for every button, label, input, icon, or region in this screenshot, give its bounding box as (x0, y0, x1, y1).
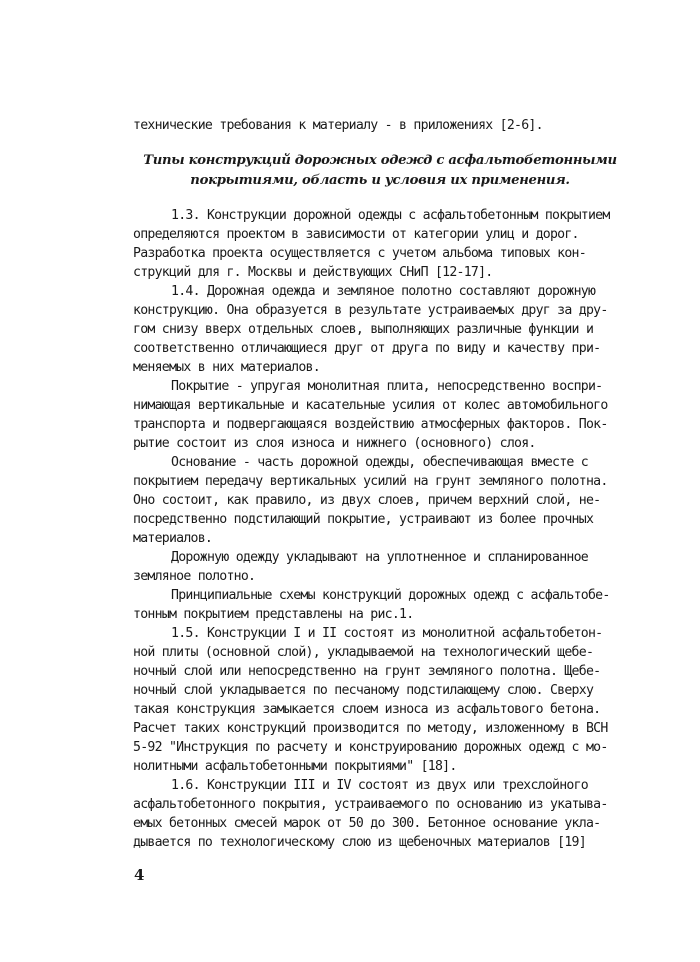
paragraph-line: Принципиальные схемы конструкций дорожных одежд с асфальтобе- (171, 588, 610, 603)
page-number: 4 (134, 866, 145, 884)
paragraph-line: Покрытие - упругая монолитная плита, непосредственно воспри- (171, 379, 603, 394)
paragraph-line: нимающая вертикальные и касательные усилия от колес автомобильного (133, 398, 608, 413)
paragraph-line: Оно состоит, как правило, из двух слоев, причем верхний слой, не- (133, 493, 601, 508)
paragraph-line: ночный слой укладывается по песчаному подстилающему слою. Сверху (133, 683, 594, 698)
paragraph-line: 1.3. Конструкции дорожной одежды с асфальтобетонным покрытием (171, 208, 610, 223)
paragraph-line: 1.6. Конструкции III и IV состоят из двух или трехслойного (171, 778, 588, 793)
paragraph-line: посредственно подстилающий покрытие, устраивают из более прочных (133, 512, 594, 527)
paragraph-line: Расчет таких конструкций производится по методу, изложенному в ВСН (133, 721, 608, 736)
section-heading-line-2: покрытиями, область и условия их применения. (190, 173, 570, 188)
paragraph-line: дывается по технологическому слою из щебеночных материалов [19] (133, 835, 586, 850)
paragraph-line: материалов. (133, 531, 213, 546)
section-heading-line-1: Типы конструкций дорожных одежд с асфальтобетонными (143, 153, 617, 168)
paragraph-line: 5-92 "Инструкция по расчету и конструированию дорожных одежд с мо- (133, 740, 608, 755)
paragraph-line: ночный слой или непосредственно на грунт земляного полотна. Щебе- (133, 664, 601, 679)
paragraph-line: Разработка проекта осуществляется с учетом альбома типовых кон- (133, 246, 586, 261)
paragraph-line: рытие состоит из слоя износа и нижнего (основного) слоя. (133, 436, 536, 451)
paragraph-line: емых бетонных смесей марок от 50 до 300. Бетонное основание укла- (133, 816, 601, 831)
paragraph-line: Дорожную одежду укладывают на уплотненное и спланированное (171, 550, 588, 565)
paragraph-line: гом снизу вверх отдельных слоев, выполняющих различные функции и (133, 322, 594, 337)
paragraph-line: 1.5. Конструкции I и II состоят из монолитной асфальтобетон- (171, 626, 603, 641)
paragraph-line: земляное полотно. (133, 569, 256, 584)
paragraph-line: Основание - часть дорожной одежды, обеспечивающая вместе с (171, 455, 588, 470)
paragraph-line: такая конструкция замыкается слоем износа из асфальтового бетона. (133, 702, 601, 717)
paragraph-line: тонным покрытием представлены на рис.1. (133, 607, 414, 622)
paragraph-line: конструкцию. Она образуется в результате устраиваемых друг за дру- (133, 303, 608, 318)
paragraph-line: соответственно отличающиеся друг от друга по виду и качеству при- (133, 341, 601, 356)
paragraph-line: транспорта и подвергающаяся воздействию атмосферных факторов. Пок- (133, 417, 608, 432)
paragraph-line: меняемых в них материалов. (133, 360, 320, 375)
paragraph-line: асфальтобетонного покрытия, устраиваемого по основанию из укатыва- (133, 797, 608, 812)
paragraph-line: ной плиты (основной слой), укладываемой на технологический щебе- (133, 645, 594, 660)
paragraph-line: 1.4. Дорожная одежда и земляное полотно составляют дорожную (171, 284, 596, 299)
paragraph-line: нолитными асфальтобетонными покрытиями" [18]. (133, 759, 457, 774)
paragraph-line: покрытием передачу вертикальных усилий на грунт земляного полотна. (133, 474, 608, 489)
intro-line: технические требования к материалу - в приложениях [2-6]. (133, 118, 543, 133)
paragraph-line: струкций для г. Москвы и действующих СНиП [12-17]. (133, 265, 493, 280)
paragraph-line: определяются проектом в зависимости от категории улиц и дорог. (133, 227, 579, 242)
